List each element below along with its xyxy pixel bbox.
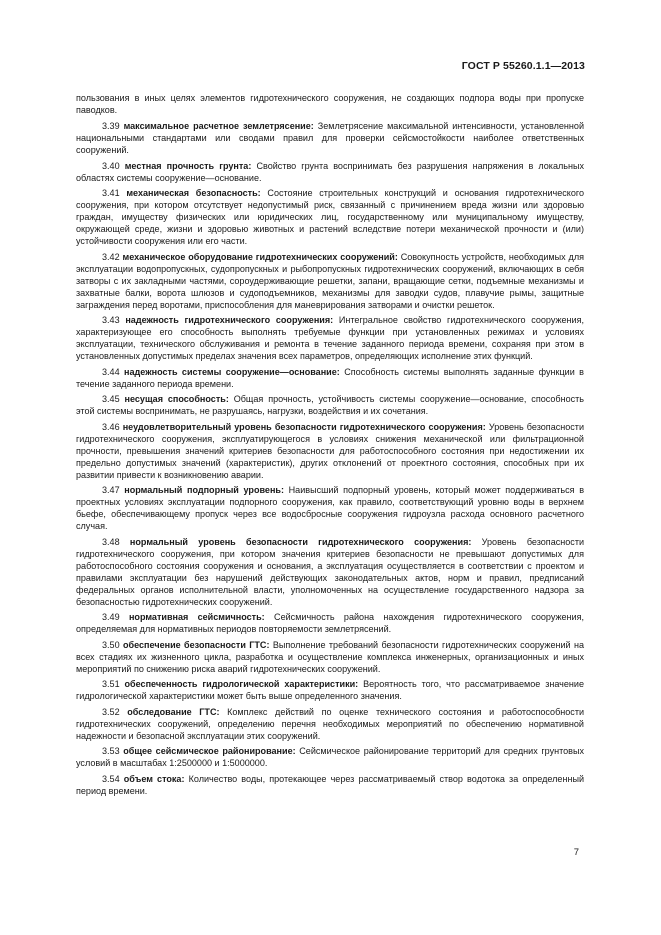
clause-3-44 [76,366,584,390]
document-body [76,92,584,800]
clause-number: 3.51 [102,679,120,689]
clause-3-52 [76,706,584,742]
clause-3-40 [76,160,584,184]
clause-term: надежность гидротехнического сооружения: [125,315,334,325]
clause-3-39 [76,120,584,156]
clause-term: неудовлетворительный уровень безопасности гидротехнического сооружения: [122,421,486,432]
clause-3-47 [76,484,584,532]
clause-3-49 [76,611,584,635]
clause-definition: Землетрясение максимальной интенсивности, установленной национальными стандартами или сводами правил для проверки сейсмостойкости наиболее ответственных сооружений. [76,121,585,155]
clause-number: 3.42 [102,251,120,262]
clause-3-48 [76,536,584,608]
clause-definition: Свойство грунта воспринимать без разрушения напряжения в локальных областях системы сооружение—основание. [76,160,585,183]
clause-number: 3.44 [102,366,120,377]
clause-3-46 [76,421,584,481]
clause-definition: Сейсмичность района нахождения гидротехнического сооружения, определяемая для нормативных периодов повторяемости землетрясений. [76,612,585,634]
clause-3-50 [76,639,584,675]
clause-term: объем стока: [123,773,185,784]
clause-definition: Количество воды, протекающее через рассматриваемый створ водотока за определенный период времени. [76,773,585,796]
clause-term: максимальное расчетное землетрясение: [123,121,314,131]
clause-number: 3.39 [102,121,120,131]
clause-definition: Выполнение требований безопасности гидротехнических сооружений на всех стадиях их жизненного цикла, разработка и осуществление комплекса инженерных, организационных и иных мероприятий по снижению риска аварий гидротехнических сооружений. [76,639,585,674]
clause-number: 3.49 [102,612,120,622]
clause-definition: Состояние строительных конструкций и основания гидротехнического сооружения, при котором отсутствует недопустимый риск, связанный с причинением вреда жизни или здоровью граждан, имуществу физических или юридических лиц, государственному или муниципальному имуществу, окружающей среде, жизни и здоровью животных и растений вследствие потери механической прочности и (или) устойчивости сооружения или его части. [76,188,584,246]
clause-term: нормативная сейсмичность: [128,612,265,622]
clause-number: 3.52 [102,706,120,717]
page-number: 7 [573,847,579,858]
clause-3-41 [76,187,584,247]
clause-number: 3.53 [102,746,120,756]
clause-definition: Совокупность устройств, необходимых для эксплуатации водопропускных, судопропускных и рыбопропускных гидротехнических сооружений, включающих в себя затворы с их закладными частями, сороудерживающие решетки, запани, вращающие сетки, подъемные механизмы и захватные балки, ворота шлюзов и судоподъемников, механизмы для заводки судов, плавучие рымы, защитные заграждения перед воротами, приспособления для маневрирования затворами и очистки решеток. [76,251,584,310]
clause-definition: Интегральное свойство гидротехнического сооружения, характеризующее его способность выполнять требуемые функции при установленных режимах и условиях эксплуатации, технического обслуживания и ремонта в течение заданного периода времени, сохраняя при этом в установленных допустимых пределах значения всех параметров, определяющих исполнение этих функций. [76,315,585,361]
clause-definition: Наивысший подпорный уровень, который может поддерживаться в проектных условиях эксплуатации подпорного сооружения, как правило, соответствующий уровню воды в верхнем бьефе, обеспечивающему пропуск через все водосбросные сооружения гидроузла расхода основного расчетного случая. [76,485,585,531]
clause-number: 3.54 [102,773,120,784]
clause-definition: Вероятность того, что рассматриваемое значение гидрологической характеристики может быть выше определенного значения. [76,679,585,701]
clause-term: обеспечение безопасности ГТС: [123,639,270,650]
clause-term: надежность системы сооружение—основание: [124,366,340,377]
clause-3-51 [76,678,584,702]
clause-definition: Способность системы выполнять заданные функции в течение заданного периода времени. [76,366,584,389]
clause-3-45 [76,393,584,417]
clause-number: 3.43 [102,315,120,325]
clause-term: нормальный уровень безопасности гидротехнического сооружения: [129,536,472,547]
clause-3-53 [76,745,584,769]
clause-term: местная прочность грунта: [124,160,252,171]
clause-number: 3.50 [102,639,120,650]
clause-number: 3.40 [102,160,120,171]
clause-term: общее сейсмическое районирование: [123,746,296,756]
clause-number: 3.47 [102,485,120,495]
clause-definition: Уровень безопасности гидротехнического сооружения, эксплуатирующегося в условиях снижения механической или фильтрационной прочности, превышения значений критериев безопасности для работоспособного состояния при недостижении их предельно допустимых значений (характеристик), других отклонений от проектного состояния, способных при их развитии привести к возникновению аварии. [76,421,585,480]
clause-number: 3.45 [102,394,120,404]
clause-term: обеспеченность гидрологической характеристики: [124,679,359,689]
clause-list [76,120,584,797]
clause-definition: Комплекс действий по оценке технического состояния и работоспособности гидротехнических сооружений, определению перечня необходимых мероприятий по обеспечению нормативной надежности и безопасной эксплуатации этих сооружений. [76,706,585,741]
clause-definition: Уровень безопасности гидротехнического сооружения, при котором значения критериев безопасности не превышают допустимых для работоспособного состояния сооружения и основания, а эксплуатация осуществляется в соответствии с проектом и правилами эксплуатации без нарушений действующих законодательных актов, норм и правил, предписаний федеральных органов исполнительной власти, уполномоченных на осуществление государственного надзора за безопасностью гидротехнических сооружений. [76,536,585,607]
clause-definition: Общая прочность, устойчивость системы сооружение—основание, способность этой системы воспринимать, не разрушаясь, нагрузки, воздействия и их сочетания. [76,394,585,416]
clause-term: нормальный подпорный уровень: [124,485,284,495]
intro-paragraph: пользования в иных целях элементов гидротехнического сооружения, не создающих подпора воды при пропуске паводков. [76,93,584,115]
clause-3-43 [76,314,584,362]
standard-header: ГОСТ Р 55260.1.1—2013 [461,60,585,72]
clause-definition: Сейсмическое районирование территорий для средних грунтовых условий в масштабах 1:2500000 и 1:5000000. [76,746,585,768]
clause-number: 3.41 [102,188,120,198]
clause-term: механическое оборудование гидротехнических сооружений: [122,251,398,262]
clause-number: 3.46 [102,421,120,432]
clause-3-42 [76,251,584,311]
clause-number: 3.48 [102,536,120,547]
clause-term: обследование ГТС: [127,706,220,717]
clause-3-54 [76,773,584,797]
clause-term: механическая безопасность: [126,188,261,198]
clause-term: несущая способность: [124,394,229,404]
